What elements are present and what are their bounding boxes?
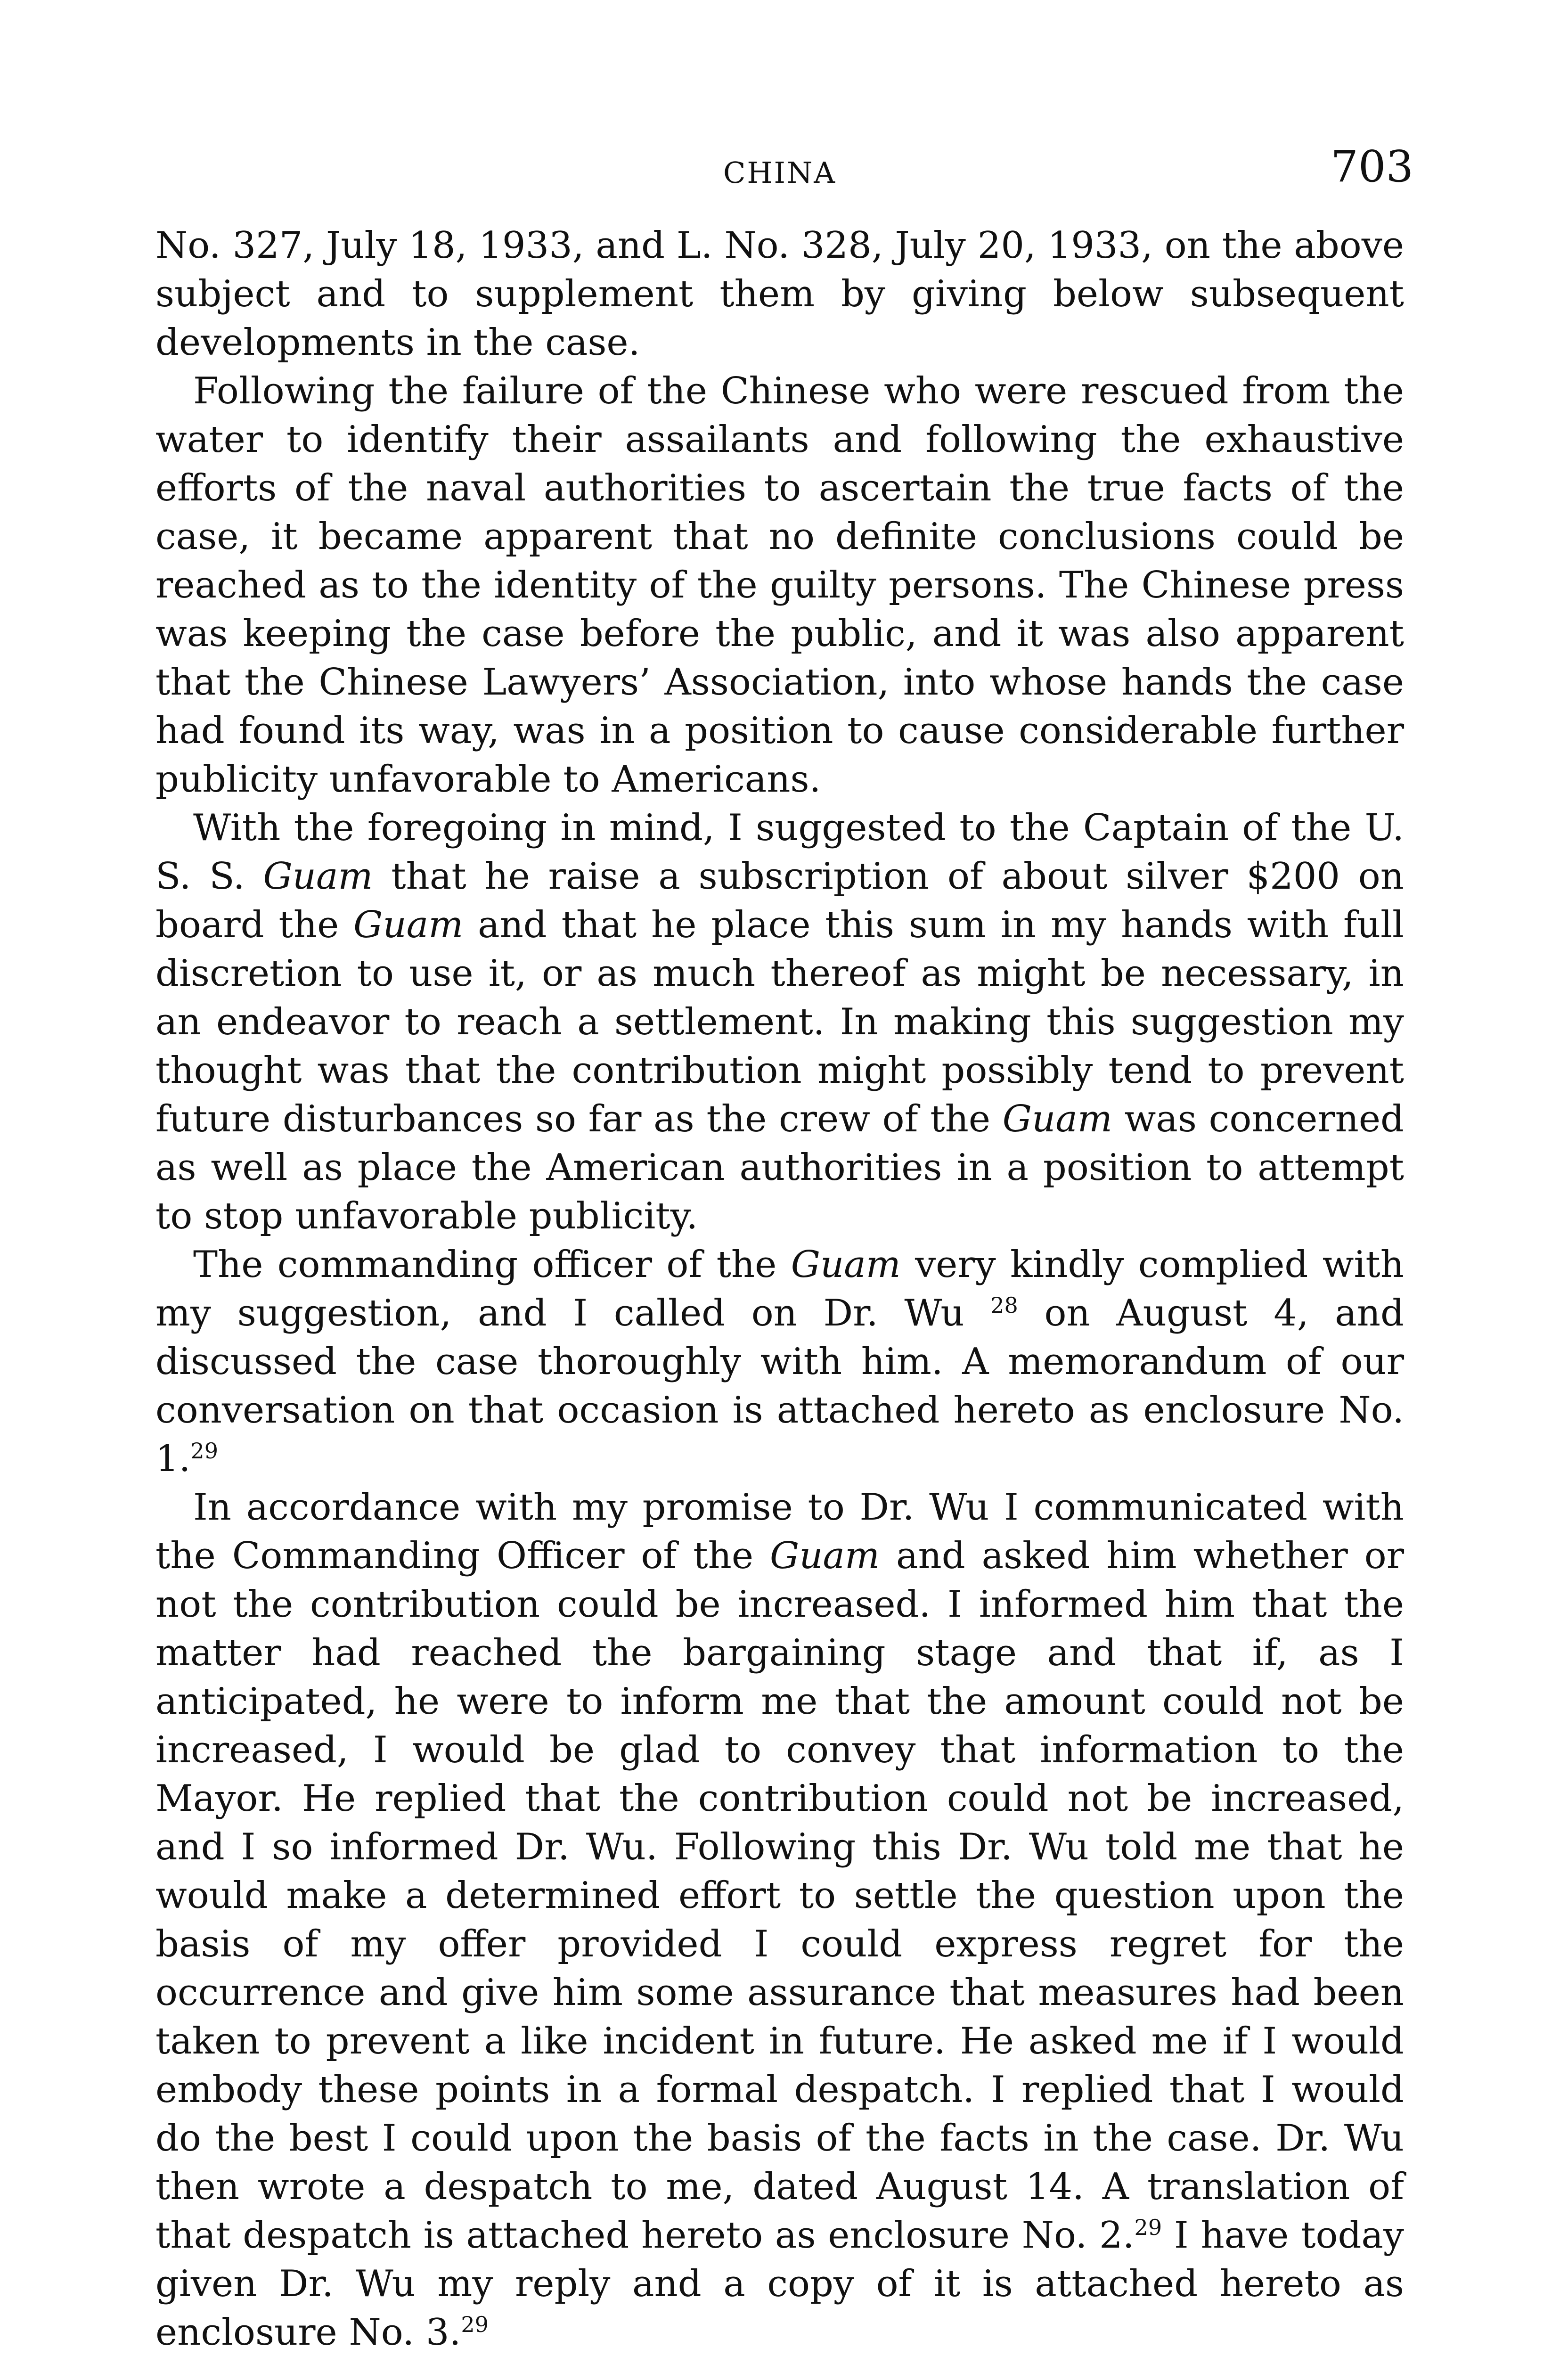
paragraph [155,367,1404,804]
text-run: In accordance with my promise to Dr. Wu I communicated with the Commanding Officer of the [155,1486,1404,1577]
text-run: No. 327, July 18, 1933, and L. No. 328, July 20, 1933, on the above subject and to supplement them by giving below subsequent developments in the case. [155,224,1404,364]
paragraph [155,1241,1404,1483]
ship-name: Guam [769,1535,880,1577]
text-run: on August 4, and discussed the case thoroughly with him. A memorandum of our conversation on that occasion is attached hereto as enclosure No. 1. [155,1292,1404,1480]
ship-name: Guam [263,855,373,898]
text-run: With the foregoing in mind, I suggested to the Captain of the U. S. S. [155,807,1404,898]
text-run: was concerned as well as place the American authorities in a position to attempt to stop unfavorable publicity. [155,1098,1404,1237]
text-run: Following the failure of the Chinese who were rescued from the water to identify their assailants and following the exhaustive efforts of the naval authorities to ascertain the true facts of the case, it became apparent that no definite conclusions could be reached as to the identity of the guilty persons. The Chinese press was keeping the case before the public, and it was also apparent that the Chinese Lawyers’ Association, into whose hands the case had found its way, was in a position to cause considerable further publicity unfavorable to Americans. [155,370,1404,801]
document-page [155,141,1413,2356]
text-run: and asked him whether or not the contribution could be increased. I informed him that the matter had reached the bargaining stage and that if, as I anticipated, he were to inform me that the amount could not be increased, I would be glad to convey that information to the Mayor. He replied that the contribution could not be increased, and I so informed Dr. Wu. Following this Dr. Wu told me that he would make a determined effort to settle the question upon the basis of my offer provided I could express regret for the occurrence and give him some assurance that measures had been taken to prevent a like incident in future. He asked me if I would embody these points in a formal despatch. I replied that I would do the best I could upon the basis of the facts in the case. Dr. Wu then wrote a despatch to me, dated August 14. A translation of that despatch is attached hereto as enclosure No. 2. [155,1535,1404,2257]
text-run: that he raise a subscription of about silver $200 on board the [155,855,1404,946]
running-head: CHINA [723,155,837,190]
ship-name: Guam [791,1243,901,1286]
body-text [155,221,1404,2356]
ship-name: Guam [1002,1098,1112,1140]
text-run: very kindly complied with my suggestion, and I called on Dr. Wu [155,1243,1404,1334]
text-run: I have today given Dr. Wu my reply and a copy of it is attached hereto as enclosure No. 3. [155,2214,1404,2354]
text-run: The commanding officer of the [193,1243,791,1286]
ship-name: Guam [353,904,464,946]
footnote-reference: 29 [190,1438,218,1464]
footnote-reference: 29 [1134,2215,1162,2240]
footnote-reference: 29 [461,2312,489,2337]
paragraph [155,221,1404,367]
footnote-reference: 28 [990,1293,1018,1318]
page-number: 703 [1331,141,1413,192]
text-run: and that he place this sum in my hands with full discretion to use it, or as much thereof as might be necessary, in an endeavor to reach a settlement. In making this suggestion my thought was that the contribution might possibly tend to prevent future disturbances so far as the crew of the [155,904,1404,1140]
page-header [155,141,1413,203]
paragraph [155,804,1404,1241]
paragraph [155,1483,1404,2356]
